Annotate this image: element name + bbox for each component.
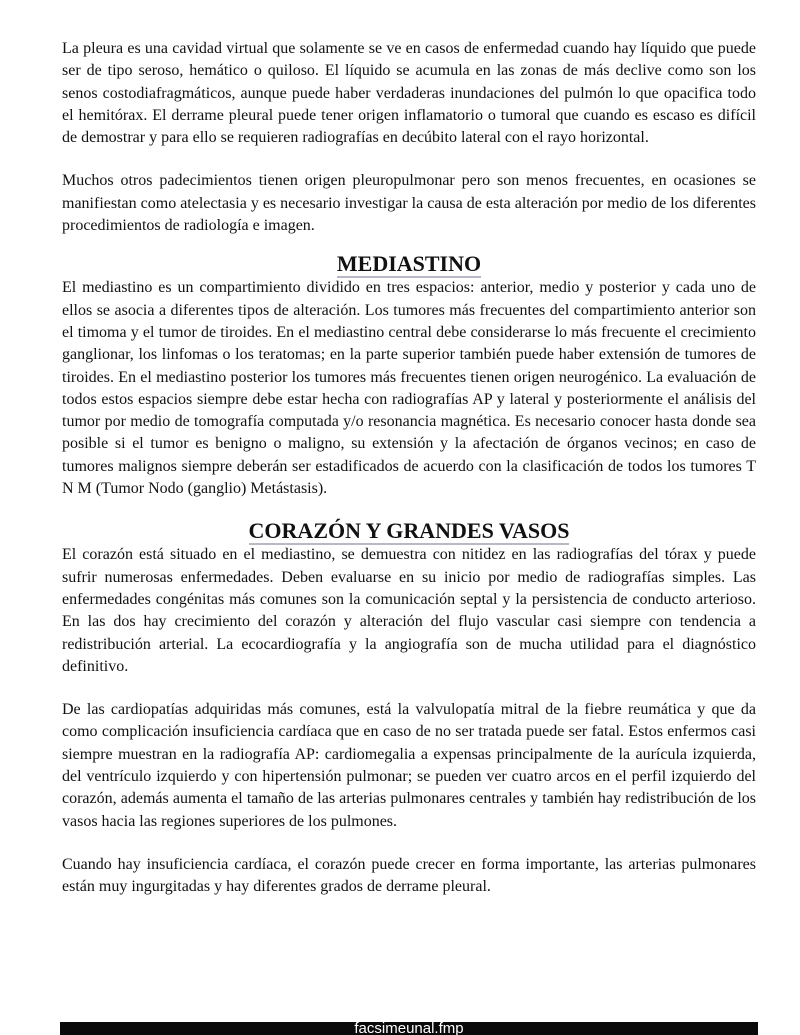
paragraph-padecimientos: Muchos otros padecimientos tienen origen pleuropulmonar pero son menos frecuentes, en ocasiones se manifiestan como atelectasia y es necesario investigar la causa de esta alteración por medio de los diferentes procedimientos de radiología e imagen. bbox=[62, 172, 756, 235]
heading-mediastino-text: MEDIASTINO bbox=[336, 251, 482, 277]
paragraph-corazon-intro: El corazón está situado en el mediastino, se demuestra con nitidez en las radiografías del tórax y puede sufrir numerosas enfermedades. Deben evaluarse en su inicio por medio de radiografías simples. Las enfermedades congénitas más comunes son la comunicación septal y la persistencia de conducto arterioso. En las dos hay crecimiento del corazón y alteración del flujo vascular casi siempre con tendencia a redistribución arterial. La ecocardiografía y la angiografía son de mucha utilidad para el diagnóstico definitivo. bbox=[62, 546, 756, 675]
paragraph-gap bbox=[62, 833, 756, 854]
heading-corazon-text: CORAZÓN Y GRANDES VASOS bbox=[248, 518, 570, 544]
paragraph-pleura: La pleura es una cavidad virtual que solamente se ve en casos de enfermedad cuando hay líquido que puede ser de tipo seroso, hemático o quiloso. El líquido se acumula en las zonas de más declive como son los senos costodiafragmáticos, aunque puede haber verdaderas inundaciones del pulmón lo que opacifica todo el hemitórax. El derrame pleural puede tener origen inflamatorio o tumoral que cuando es escaso es difícil de demostrar y para ello se requieren radiografías en decúbito lateral con el rayo horizontal. bbox=[62, 40, 756, 147]
footer-bar bbox=[60, 1022, 758, 1035]
paragraph-mediastino: El mediastino es un compartimiento dividido en tres espacios: anterior, medio y posterior y cada uno de ellos se asocia a diferentes tipos de alteración. Los tumores más frecuentes del compartimiento anterior son el timoma y el tumor de tiroides. En el mediastino central debe considerarse lo más frecuente el crecimiento ganglionar, los linfomas o los teratomas; en la parte superior también puede haber extensión de tumores de tiroides. En el mediastino posterior los tumores más frecuentes tienen origen neurogénico. La evaluación de todos estos espacios siempre debe estar hecha con radiografías AP y lateral y posteriormente el análisis del tumor por medio de tomografía computada y/o resonancia magnética. Es necesario conocer hasta donde sea posible si el tumor es benigno o maligno, su extensión y la afectación de órganos vecinos; en caso de tumores malignos siempre deberán ser estadificados de acuerdo con la clasificación de todos los tumores T N M (Tumor Nodo (ganglio) Metástasis). bbox=[62, 279, 756, 498]
heading-corazon bbox=[62, 518, 756, 544]
document-page bbox=[62, 38, 756, 899]
heading-mediastino bbox=[62, 251, 756, 277]
footer-text: facsimeunal.fmp bbox=[354, 1022, 464, 1035]
paragraph-insuficiencia: Cuando hay insuficiencia cardíaca, el corazón puede crecer en forma importante, las arterias pulmonares están muy ingurgitadas y hay diferentes grados de derrame pleural. bbox=[62, 855, 756, 896]
paragraph-gap bbox=[62, 149, 756, 170]
paragraph-gap bbox=[62, 678, 756, 699]
paragraph-cardiopatias: De las cardiopatías adquiridas más comunes, está la valvulopatía mitral de la fiebre reumática y que da como complicación insuficiencia cardíaca que en caso de no ser tratada puede ser fatal. Estos enfermos casi siempre muestran en la radiografía AP: cardiomegalia a expensas principalmente de la aurícula izquierda, del ventrículo izquierdo y con hipertensión pulmonar; se pueden ver cuatro arcos en el perfil izquierdo del corazón, además aumenta el tamaño de las arterias pulmonares centrales y también hay redistribución de los vasos hacia las regiones superiores de los pulmones. bbox=[62, 701, 756, 830]
